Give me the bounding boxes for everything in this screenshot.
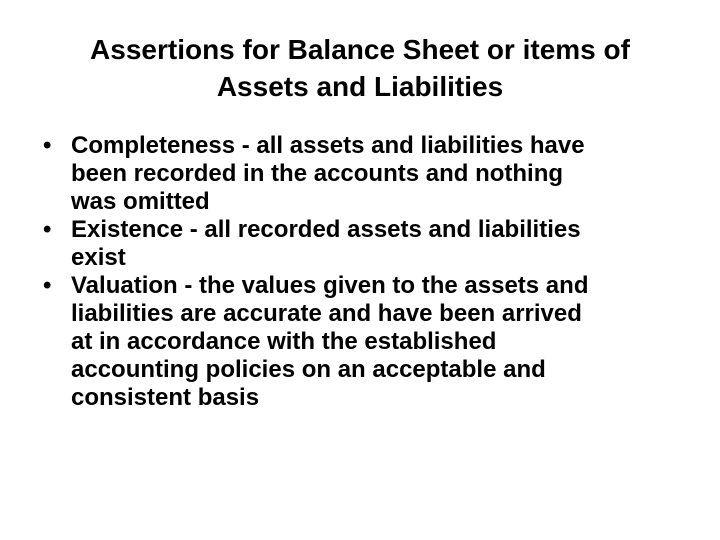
bullet-icon: • bbox=[43, 272, 52, 299]
slide-title-line-2: Assets and Liabilities bbox=[216, 71, 504, 102]
bullet-text-line: at in accordance with the established bbox=[71, 328, 497, 355]
bullet-item-valuation bbox=[43, 272, 693, 412]
bullet-list bbox=[43, 132, 693, 412]
bullet-icon: • bbox=[43, 132, 52, 159]
slide-title-line-1: Assertions for Balance Sheet or items of bbox=[90, 34, 630, 65]
slide-title bbox=[20, 31, 700, 105]
bullet-text-line: Existence - all recorded assets and liabilities bbox=[71, 216, 581, 243]
bullet-item-existence bbox=[43, 216, 693, 272]
bullet-text-line: Completeness - all assets and liabilities have bbox=[71, 132, 585, 159]
bullet-item-completeness bbox=[43, 132, 693, 216]
bullet-text-line: Valuation - the values given to the assets and bbox=[71, 272, 589, 299]
bullet-icon: • bbox=[43, 216, 52, 243]
bullet-text-line: been recorded in the accounts and nothing bbox=[71, 160, 564, 187]
bullet-text-line: consistent basis bbox=[71, 384, 260, 411]
bullet-text-line: accounting policies on an acceptable and bbox=[71, 356, 546, 383]
bullet-text-line: exist bbox=[71, 244, 126, 271]
bullet-text-line: liabilities are accurate and have been arrived bbox=[71, 300, 582, 327]
bullet-text-line: was omitted bbox=[71, 188, 210, 215]
